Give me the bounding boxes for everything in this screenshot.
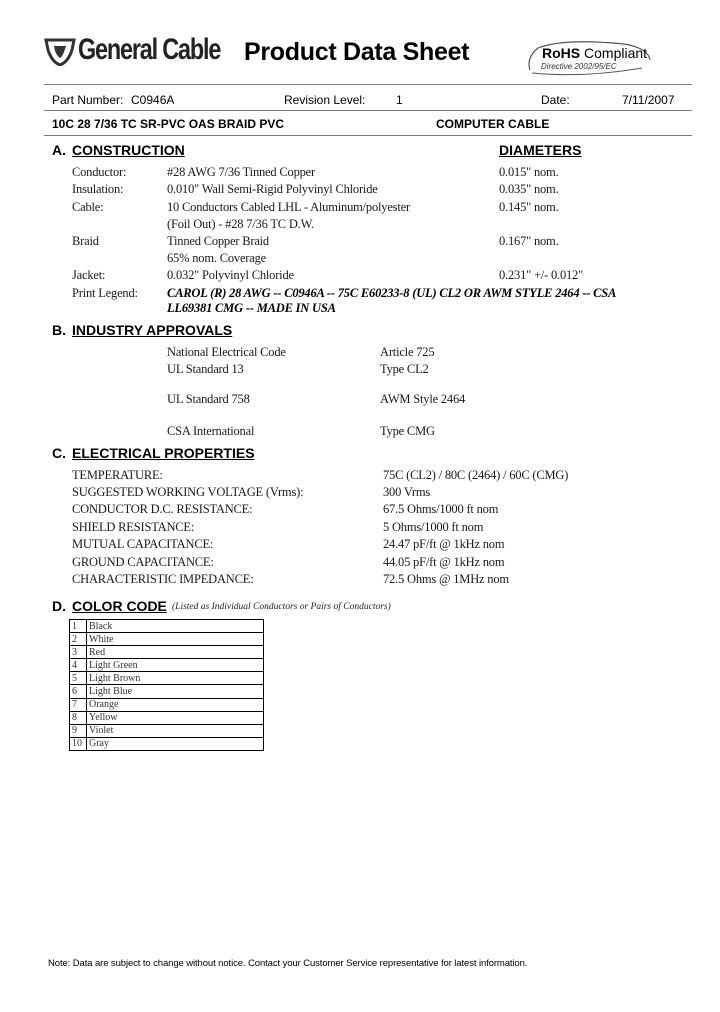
table-row [70,698,264,711]
header-rule-top [44,84,692,85]
construction-value: Tinned Copper Braid [167,234,269,248]
rohs-label [542,45,647,61]
page-title: Product Data Sheet [244,38,470,66]
rohs-compliant: Compliant [584,45,648,61]
conductor-color: Yellow [87,711,264,724]
table-row [70,737,264,750]
print-legend-line-2: LL69381 CMG -- MADE IN USA [167,301,336,315]
construction-value: 10 Conductors Cabled LHL - Aluminum/polyester [167,200,410,214]
electrical-property-name: TEMPERATURE: [72,468,163,482]
conductor-number: 10 [70,737,87,750]
header-rule-bottom [44,135,692,136]
product-name: 10C 28 7/36 TC SR-PVC OAS BRAID PVC [52,117,285,131]
conductor-number: 4 [70,659,87,672]
industry-approvals-heading: INDUSTRY APPROVALS [72,322,233,338]
construction-value: #28 AWG 7/36 Tinned Copper [167,165,315,179]
conductor-color: Orange [87,698,264,711]
construction-diameter: 0.145" nom. [499,200,559,214]
revision-value: 1 [396,93,403,107]
construction-value: 65% nom. Coverage [167,251,267,265]
table-row [70,620,264,633]
approval-name: CSA International [167,424,255,438]
construction-heading: CONSTRUCTION [72,142,185,158]
conductor-color: Red [87,646,264,659]
section-letter-b: B. [52,322,66,338]
footer-note: Note: Data are subject to change without notice. Contact your Customer Service representative for latest information. [48,958,528,969]
electrical-property-value: 44.05 pF/ft @ 1kHz nom [383,555,505,569]
electrical-properties-heading: ELECTRICAL PROPERTIES [72,445,255,461]
construction-label: Jacket: [72,268,106,282]
part-number-label: Part Number: [52,93,124,107]
section-letter-c: C. [52,445,66,461]
construction-label: Conductor: [72,165,127,179]
section-letter-a: A. [52,142,66,158]
conductor-number: 6 [70,685,87,698]
revision-label: Revision Level: [284,93,366,107]
brand-name: General Cable [78,33,221,66]
construction-diameter: 0.015" nom. [499,165,559,179]
rohs-strong: RoHS [542,45,581,61]
approval-value: Type CMG [380,424,435,438]
conductor-color: Violet [87,724,264,737]
conductor-number: 9 [70,724,87,737]
electrical-property-name: MUTUAL CAPACITANCE: [72,537,214,551]
conductor-number: 5 [70,672,87,685]
approval-name: National Electrical Code [167,345,286,359]
conductor-color: Light Brown [87,672,264,685]
approval-value: Article 725 [380,345,435,359]
date-label: Date: [541,93,570,107]
conductor-color: Light Green [87,659,264,672]
rohs-directive: Directive 2002/95/EC [541,62,617,71]
conductor-color: White [87,633,264,646]
electrical-property-name: CONDUCTOR D.C. RESISTANCE: [72,502,253,516]
print-legend-label: Print Legend: [72,286,138,300]
electrical-property-name: GROUND CAPACITANCE: [72,555,214,569]
electrical-property-name: CHARACTERISTIC IMPEDANCE: [72,572,254,586]
conductor-number: 3 [70,646,87,659]
diameters-heading: DIAMETERS [499,142,582,158]
date-value: 7/11/2007 [622,93,675,107]
construction-diameter: 0.167" nom. [499,234,559,248]
table-row [70,646,264,659]
table-row [70,711,264,724]
electrical-property-value: 75C (CL2) / 80C (2464) / 60C (CMG) [383,468,569,482]
table-row [70,633,264,646]
print-legend-line-1: CAROL (R) 28 AWG -- C0946A -- 75C E60233-8 (UL) CL2 OR AWM STYLE 2464 -- CSA [167,286,617,300]
section-letter-d: D. [52,598,66,614]
table-row [70,685,264,698]
construction-value: (Foil Out) - #28 7/36 TC D.W. [167,217,314,231]
approval-value: Type CL2 [380,362,429,376]
approval-name: UL Standard 758 [167,392,250,406]
electrical-property-name: SUGGESTED WORKING VOLTAGE (Vrms): [72,485,304,499]
construction-diameter: 0.035" nom. [499,182,559,196]
construction-label: Insulation: [72,182,124,196]
product-type: COMPUTER CABLE [436,117,550,131]
header-rule-mid [44,110,692,111]
conductor-number: 1 [70,620,87,633]
electrical-property-value: 5 Ohms/1000 ft nom [383,520,484,534]
approval-name: UL Standard 13 [167,362,244,376]
table-row [70,659,264,672]
construction-value: 0.032" Polyvinyl Chloride [167,268,294,282]
general-cable-logo-icon [44,36,76,66]
conductor-color: Light Blue [87,685,264,698]
color-code-subtitle: (Listed as Individual Conductors or Pairs of Conductors) [172,602,391,612]
electrical-property-value: 67.5 Ohms/1000 ft nom [383,502,499,516]
electrical-property-value: 24.47 pF/ft @ 1kHz nom [383,537,505,551]
electrical-property-value: 72.5 Ohms @ 1MHz nom [383,572,509,586]
conductor-color: Black [87,620,264,633]
approval-value: AWM Style 2464 [380,392,466,406]
construction-label: Braid [72,234,99,248]
electrical-property-name: SHIELD RESISTANCE: [72,520,195,534]
part-number-value: C0946A [131,93,175,107]
construction-diameter: 0.231" +/- 0.012" [499,268,583,282]
construction-value: 0.010" Wall Semi-Rigid Polyvinyl Chloride [167,182,378,196]
construction-label: Cable: [72,200,104,214]
electrical-property-value: 300 Vrms [383,485,431,499]
table-row [70,724,264,737]
color-code-heading: COLOR CODE [72,598,167,614]
conductor-color: Gray [87,737,264,750]
conductor-number: 2 [70,633,87,646]
table-row [70,672,264,685]
conductor-number: 7 [70,698,87,711]
color-code-table [69,619,264,751]
conductor-number: 8 [70,711,87,724]
